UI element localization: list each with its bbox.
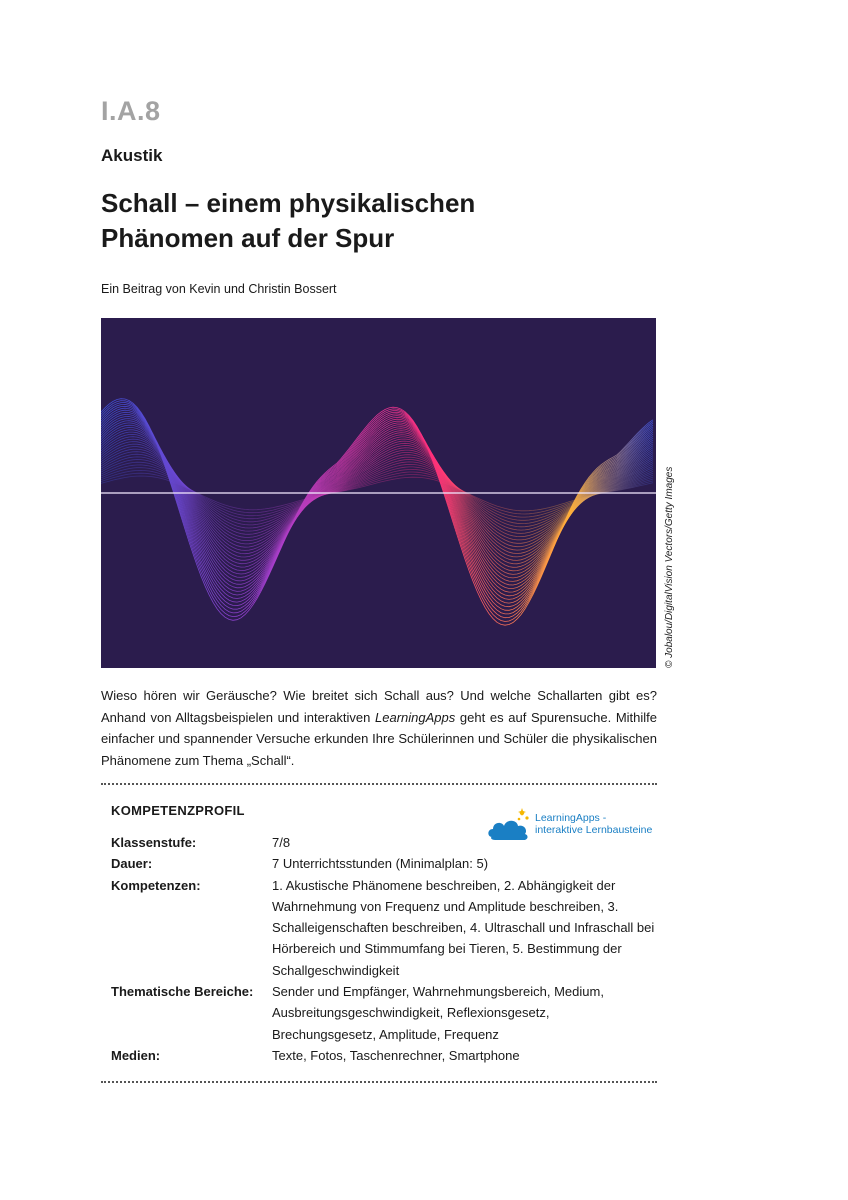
profile-row-media	[111, 1045, 656, 1066]
sound-wave-illustration	[101, 318, 656, 668]
page-title	[101, 186, 661, 256]
logo-line-2: interaktive Lernbausteine	[535, 824, 653, 836]
profile-label: Kompetenzen:	[111, 877, 201, 893]
profile-heading: KOMPETENZPROFIL	[111, 803, 245, 818]
divider-bottom	[101, 1081, 657, 1083]
profile-label: Dauer:	[111, 856, 153, 872]
profile-value: 1. Akustische Phänomene beschreiben, 2. Abhängigkeit der Wahrnehmung von Frequenz und Amplitude beschreiben, 3. Schalleigenschaften beschreiben, 4. Ultraschall und Infraschall bei Hörbereich und Stimmumfang bei Tieren, 5. Bestimmung der Schallgeschwindigkeit	[272, 877, 655, 978]
image-credit: © Jobalou/DigitalVision Vectors/Getty Images	[664, 466, 675, 668]
intro-emphasis: LearningApps	[375, 709, 456, 725]
profile-value: 7 Unterrichtsstunden (Minimalplan: 5)	[272, 856, 489, 872]
intro-paragraph	[101, 685, 657, 771]
intro-text-1: Wieso hören wir Geräusche? Wie breitet sich Schall aus? Und welche Schallarten gibt es? Anhand von Alltagsbeispielen und interaktiven	[101, 688, 657, 725]
section-code: I.A.8	[101, 96, 161, 126]
profile-row-topics	[111, 981, 656, 1045]
title-line-2: Phänomen auf der Spur	[101, 223, 395, 253]
byline: Ein Beitrag von Kevin und Christin Bossert	[101, 282, 337, 296]
profile-row-grade	[111, 832, 656, 853]
profile-row-competences	[111, 875, 656, 981]
chapter-label: Akustik	[101, 146, 163, 165]
profile-row-duration	[111, 853, 656, 874]
profile-label: Medien:	[111, 1047, 161, 1063]
title-line-1: Schall – einem physikalischen	[101, 188, 476, 218]
competence-profile	[111, 832, 656, 1066]
profile-label: Klassenstufe:	[111, 835, 197, 850]
divider-top	[101, 783, 657, 785]
profile-value: Texte, Fotos, Taschenrechner, Smartphone	[272, 1047, 520, 1063]
profile-value: Sender und Empfänger, Wahrnehmungsbereich, Medium, Ausbreitungsgeschwindigkeit, Reflexionsgesetz, Brechungsgesetz, Amplitude, Frequenz	[272, 984, 604, 1042]
logo-line-1: LearningApps -	[535, 812, 607, 824]
profile-label: Thematische Bereiche:	[111, 984, 254, 1000]
sound-wave-graphic	[101, 318, 656, 668]
intro-text-2: geht es auf Spurensuche. Mithilfe einfacher und spannender Versuche erkunden Ihre Schülerinnen und Schüler die physikalischen Phänomene zum Thema „Schall“.	[101, 709, 657, 768]
profile-value: 7/8	[272, 835, 291, 850]
